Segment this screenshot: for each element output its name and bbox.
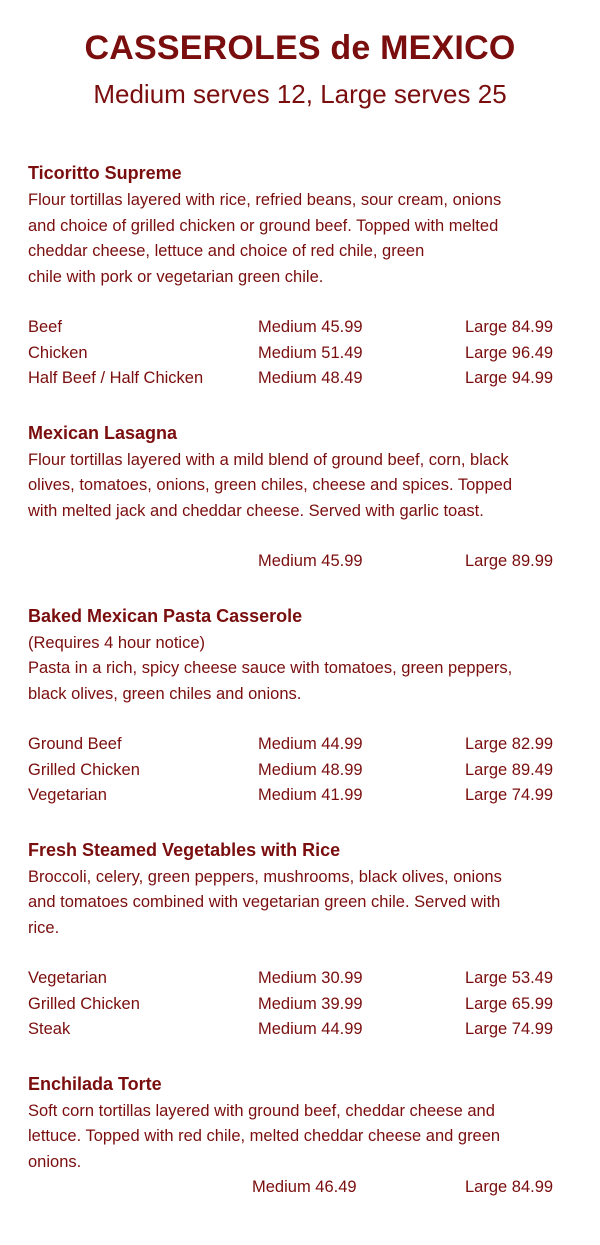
large-price: Large 96.49 — [465, 343, 554, 362]
medium-price: Medium 39.99 — [258, 994, 363, 1013]
variant-label: Steak — [28, 1020, 71, 1038]
medium-price: Medium 48.99 — [258, 760, 363, 779]
section-spacer — [28, 575, 576, 601]
variant-label: Chicken — [28, 343, 88, 362]
item-description-line: with melted jack and cheddar cheese. Served with garlic toast. — [28, 501, 484, 520]
large-price: Large 65.99 — [465, 994, 554, 1013]
medium-price: Medium 44.99 — [258, 1020, 363, 1038]
price-row — [28, 549, 576, 575]
price-row — [28, 341, 576, 367]
medium-price: Medium 51.49 — [258, 343, 363, 362]
variant-label: Grilled Chicken — [28, 760, 140, 779]
medium-price: Medium 48.49 — [258, 369, 363, 387]
variant-label: Half Beef / Half Chicken — [28, 369, 204, 387]
variant-label: Vegetarian — [28, 969, 107, 987]
item-title: Ticoritto Supreme — [28, 163, 182, 183]
item-description-line: Flour tortillas layered with rice, refried beans, sour cream, onions — [28, 191, 502, 209]
item-description-line: chile with pork or vegetarian green chile. — [28, 267, 324, 286]
price-row — [28, 783, 576, 809]
price-row — [28, 966, 576, 992]
price-row — [28, 366, 576, 392]
large-price: Large 74.99 — [465, 1020, 554, 1038]
menu-content — [28, 158, 576, 1201]
medium-price: Medium 46.49 — [252, 1178, 357, 1196]
item-description-line: and tomatoes combined with vegetarian green chile. Served with — [28, 893, 501, 911]
large-price: Large 89.99 — [465, 552, 554, 570]
menu-item-enchilada-torte — [28, 1069, 576, 1201]
variant-label: Ground Beef — [28, 735, 122, 753]
item-description-line: cheddar cheese, lettuce and choice of red chile, green — [28, 242, 425, 260]
item-title: Fresh Steamed Vegetables with Rice — [28, 839, 341, 860]
menu-item-ticoritto-supreme — [28, 158, 576, 392]
item-description-line: lettuce. Topped with red chile, melted cheddar cheese and green — [28, 1127, 501, 1145]
price-table — [28, 732, 576, 809]
price-row — [28, 1175, 576, 1201]
item-title: Mexican Lasagna — [28, 422, 178, 443]
large-price: Large 74.99 — [465, 786, 554, 804]
item-description-line: Pasta in a rich, spicy cheese sauce with tomatoes, green peppers, — [28, 659, 513, 677]
menu-item-mexican-lasagna — [28, 418, 576, 575]
variant-label: Vegetarian — [28, 786, 107, 804]
medium-price: Medium 30.99 — [258, 969, 363, 987]
large-price: Large 82.99 — [465, 735, 554, 753]
menu-item-baked-mexican-pasta — [28, 601, 576, 809]
page-subtitle: Medium serves 12, Large serves 25 — [93, 79, 507, 109]
section-spacer — [28, 1043, 576, 1069]
price-row — [28, 1017, 576, 1043]
price-table — [28, 549, 576, 575]
menu-header — [0, 26, 600, 112]
price-row — [28, 758, 576, 784]
medium-price: Medium 41.99 — [258, 786, 363, 804]
price-row — [28, 315, 576, 341]
item-description-line: (Requires 4 hour notice) — [28, 633, 206, 652]
item-description-line: olives, tomatoes, onions, green chiles, cheese and spices. Topped — [28, 476, 512, 494]
page-title: CASSEROLES de MEXICO — [84, 29, 516, 67]
item-description-line: rice. — [28, 918, 60, 937]
item-description-line: and choice of grilled chicken or ground beef. Topped with melted — [28, 216, 499, 235]
item-description-line: Broccoli, celery, green peppers, mushrooms, black olives, onions — [28, 867, 502, 886]
item-description-line: Flour tortillas layered with a mild blend of ground beef, corn, black — [28, 450, 509, 469]
large-price: Large 84.99 — [465, 1178, 554, 1196]
medium-price: Medium 45.99 — [258, 552, 363, 570]
large-price: Large 53.49 — [465, 969, 554, 987]
item-description-line: black olives, green chiles and onions. — [28, 684, 302, 703]
large-price: Large 94.99 — [465, 369, 554, 387]
price-table — [28, 966, 576, 1043]
item-description-line: Soft corn tortillas layered with ground beef, cheddar cheese and — [28, 1101, 495, 1120]
price-row — [28, 992, 576, 1018]
section-spacer — [28, 809, 576, 835]
menu-item-steamed-vegetables — [28, 835, 576, 1043]
item-title: Enchilada Torte — [28, 1073, 162, 1094]
large-price: Large 84.99 — [465, 318, 554, 336]
price-table — [28, 315, 576, 392]
medium-price: Medium 45.99 — [258, 318, 363, 336]
variant-label: Beef — [28, 318, 62, 336]
item-description-line: onions. — [28, 1152, 82, 1171]
price-row — [28, 732, 576, 758]
medium-price: Medium 44.99 — [258, 735, 363, 753]
large-price: Large 89.49 — [465, 760, 554, 779]
variant-label: Grilled Chicken — [28, 994, 140, 1013]
item-title: Baked Mexican Pasta Casserole — [28, 605, 303, 626]
section-spacer — [28, 392, 576, 418]
